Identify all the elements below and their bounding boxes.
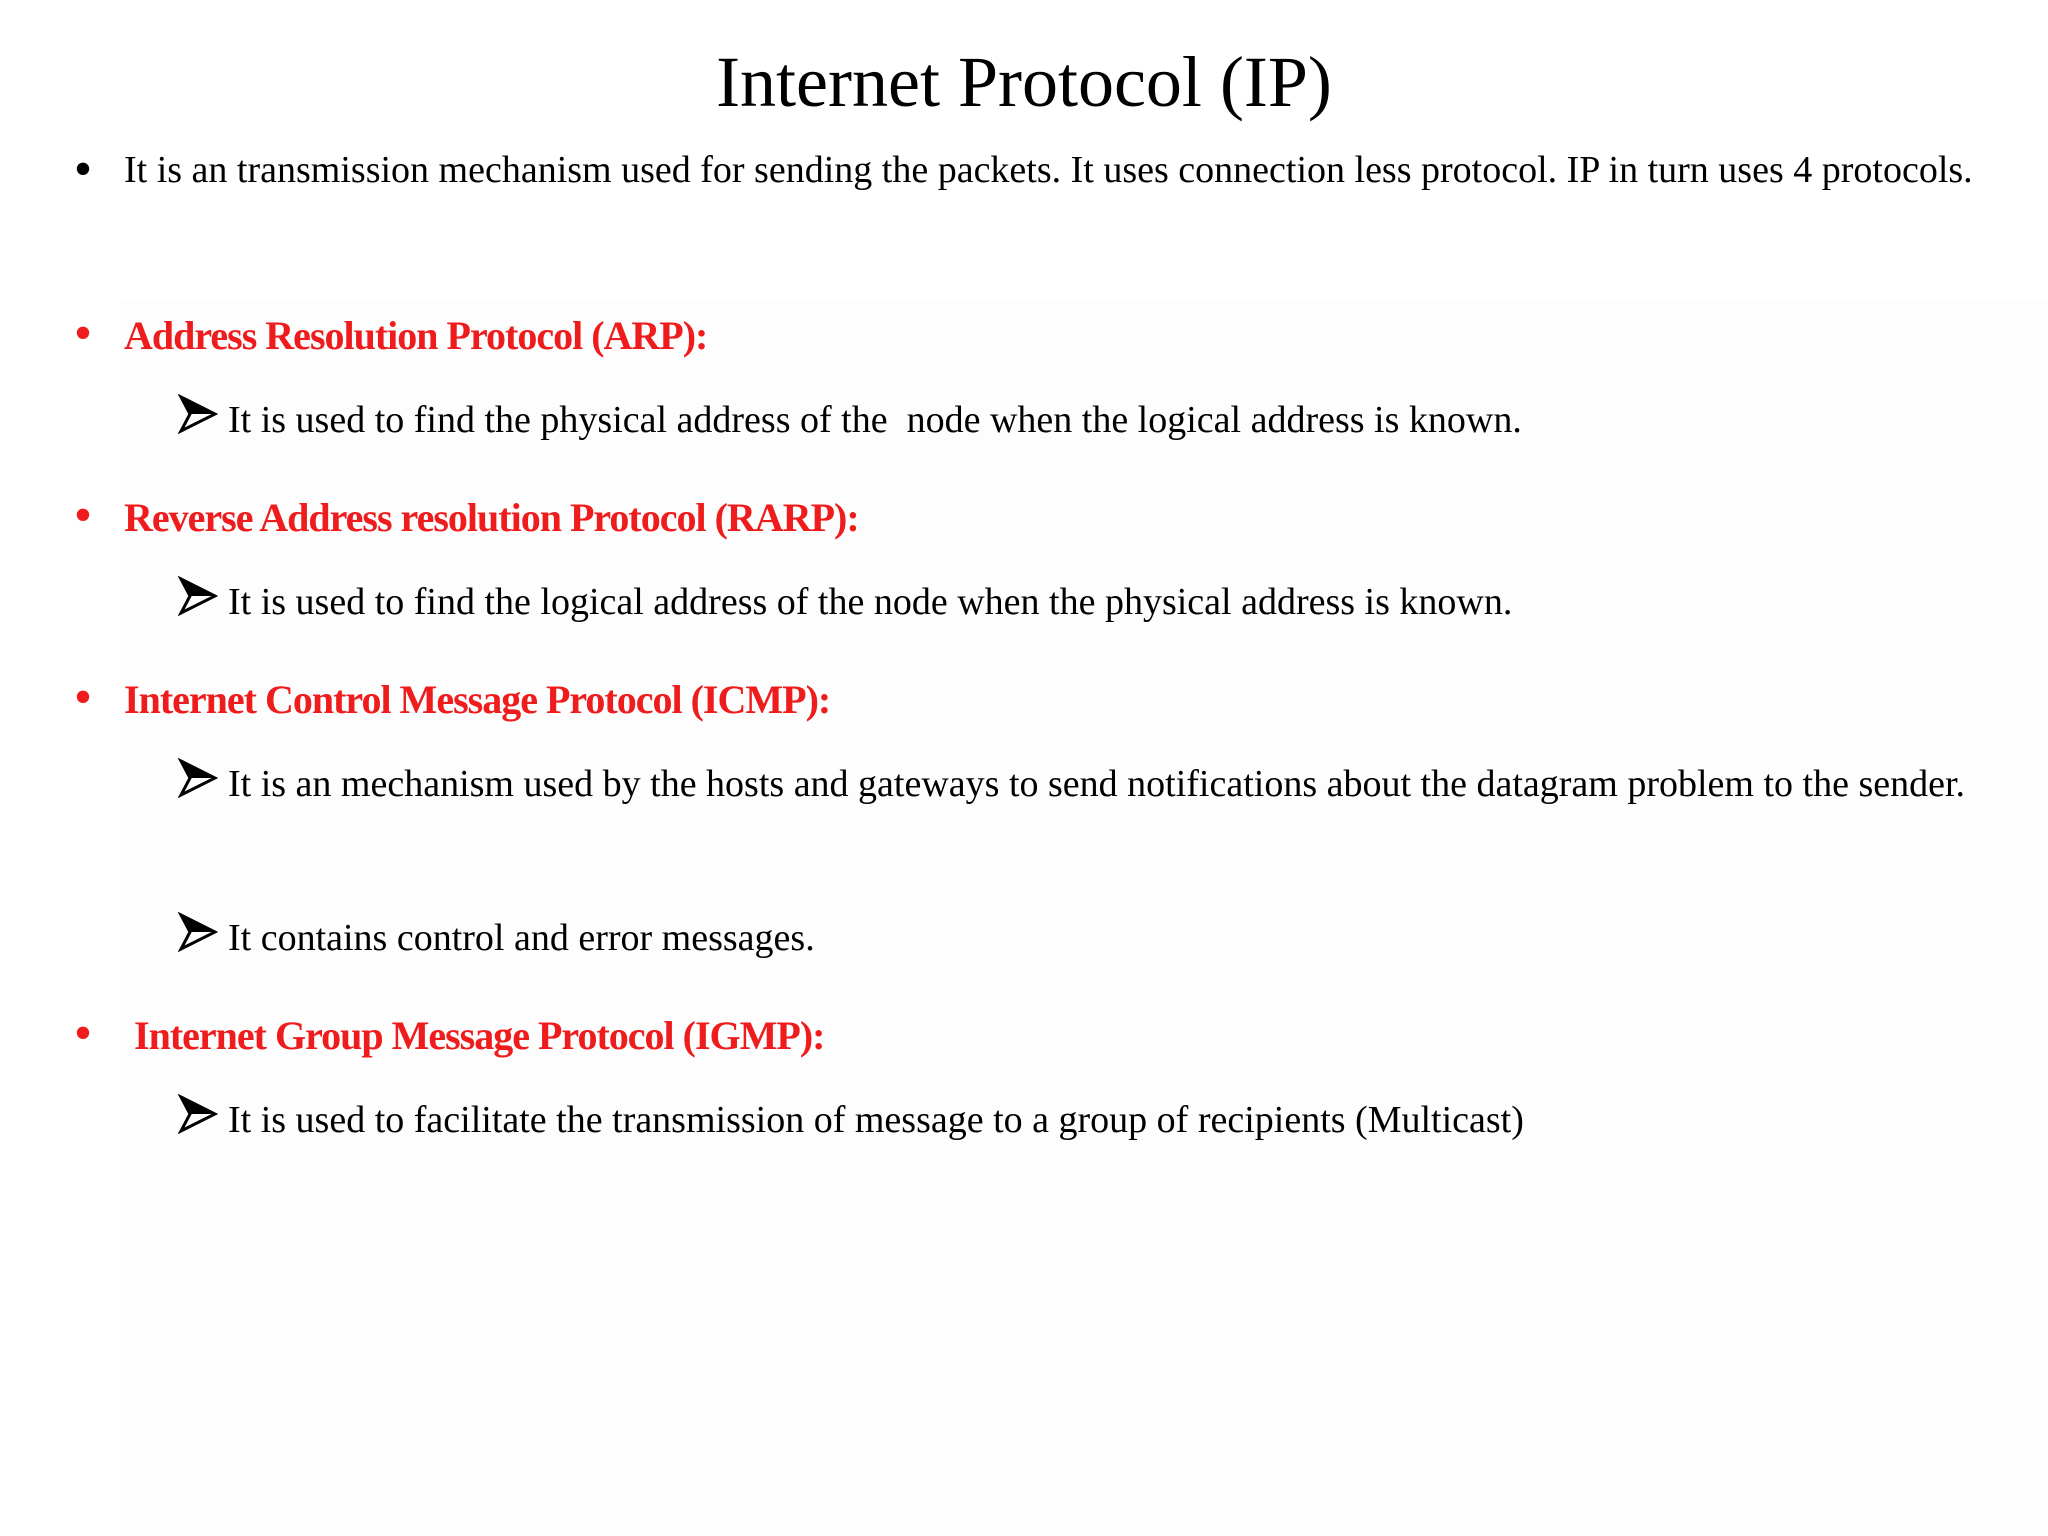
- arrow-bullet-icon: [178, 912, 218, 952]
- protocol-heading-icmp: Internet Control Message Protocol (ICMP):: [124, 677, 831, 722]
- bullet-icon: •: [73, 305, 93, 362]
- bullet-icon: •: [73, 487, 93, 544]
- protocol-point: It is an mechanism used by the hosts and gateways to send notifications about the datagram problem to the sender.: [228, 763, 1966, 805]
- arrow-bullet-icon: [178, 1094, 218, 1134]
- arrow-bullet-icon: [178, 758, 218, 798]
- protocol-point: It is used to find the physical address of the node when the logical address is known.: [228, 399, 1522, 441]
- arrow-bullet-icon: [178, 394, 218, 434]
- bullet-icon: •: [73, 1005, 93, 1062]
- intro-text: It is an transmission mechanism used for sending the packets. It uses connection less protocol. IP in turn uses 4 protocols.: [124, 149, 1973, 191]
- slide-title: Internet Protocol (IP): [716, 42, 1332, 122]
- protocol-heading-igmp: Internet Group Message Protocol (IGMP):: [134, 1013, 825, 1058]
- arrow-bullet-icon: [178, 576, 218, 616]
- protocol-point: It is used to find the logical address of the node when the physical address is known.: [228, 581, 1513, 623]
- bullet-icon: •: [73, 669, 93, 726]
- protocol-heading-arp: Address Resolution Protocol (ARP):: [124, 313, 708, 358]
- protocol-point: It is used to facilitate the transmission of message to a group of recipients (Multicast): [228, 1099, 1524, 1141]
- bullet-icon: •: [73, 141, 93, 198]
- protocol-point: It contains control and error messages.: [228, 917, 815, 959]
- protocol-heading-rarp: Reverse Address resolution Protocol (RARP):: [124, 495, 859, 540]
